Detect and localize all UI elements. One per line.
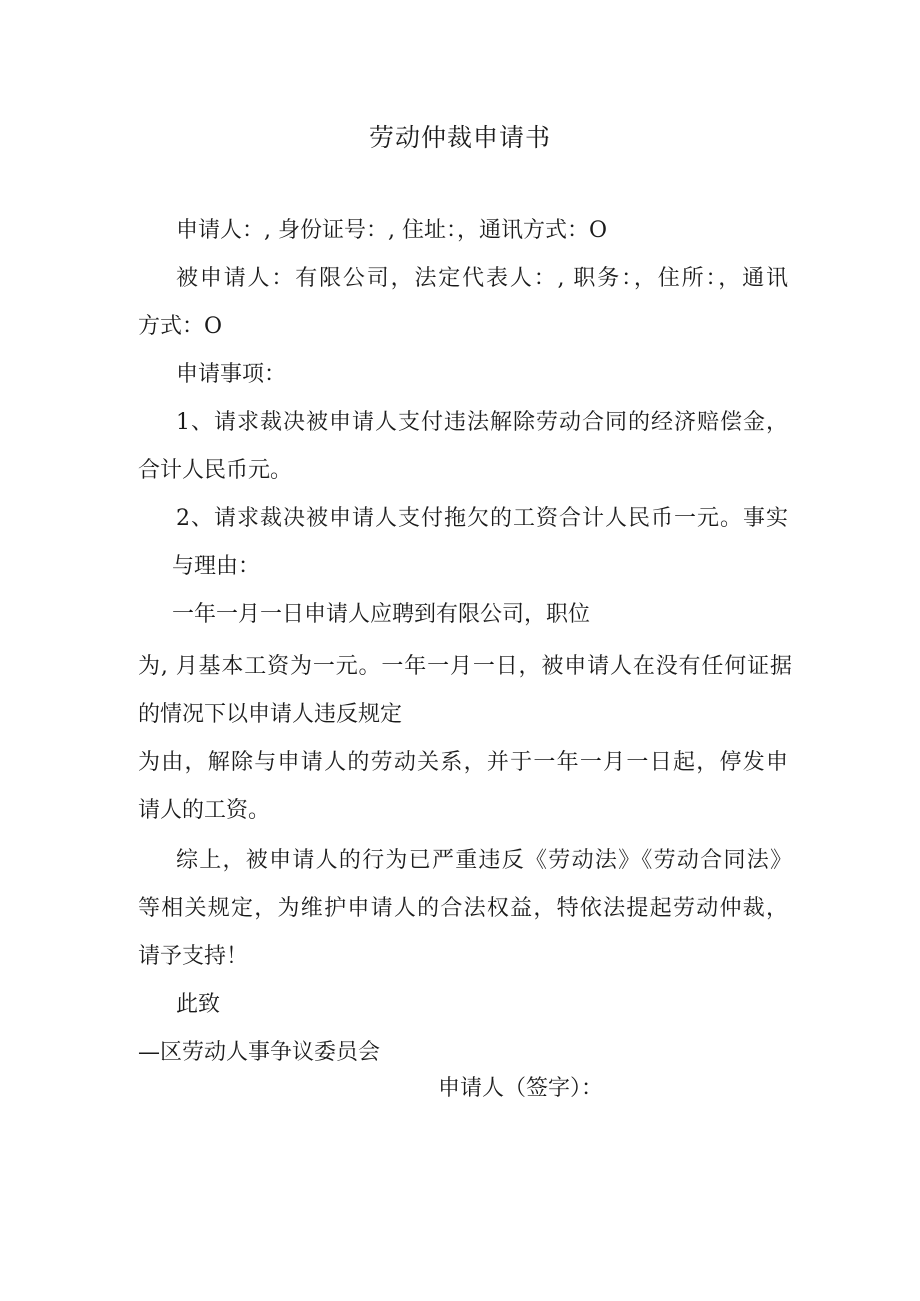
summary-line-2: 等相关规定，为维护申请人的合法权益，特依法提起劳动仲裁， [138, 896, 788, 921]
respondent-line-2: 方式：O [138, 314, 223, 339]
closing: 此致 [176, 992, 221, 1017]
respondent-line-1: 被申请人：有限公司，法定代表人：, 职务：，住所：，通讯 [176, 266, 788, 291]
signature-line: 申请人（签字）： [438, 1076, 604, 1101]
facts-line-4: 为由，解除与申请人的劳动关系，并于一年一月一日起，停发申 [138, 750, 788, 775]
facts-line-1: 一年一月一日申请人应聘到有限公司，职位 [172, 602, 591, 627]
requests-heading: 申请事项： [176, 362, 287, 387]
facts-line-3: 的情况下以申请人违反规定 [138, 702, 403, 727]
summary-line-1: 综上，被申请人的行为已严重违反《劳动法》《劳动合同法》 [176, 848, 792, 873]
document-title: 劳动仲裁申请书 [368, 123, 551, 152]
request-1-line-1: 1、请求裁决被申请人支付违法解除劳动合同的经济赔偿金， [176, 410, 788, 435]
facts-line-5: 请人的工资。 [138, 798, 271, 823]
summary-line-3: 请予支持！ [138, 944, 249, 969]
request-1-line-2: 合计人民币元。 [138, 458, 293, 483]
facts-line-2: 为, 月基本工资为一元。一年一月一日，被申请人在没有任何证据 [138, 654, 792, 679]
facts-heading: 与理由： [172, 554, 261, 579]
applicant-line: 申请人：, 身份证号：, 住址：，通讯方式：O [176, 218, 608, 243]
request-2-line-1: 2、请求裁决被申请人支付拖欠的工资合计人民币一元。事实 [176, 506, 788, 531]
recipient: —区劳动人事争议委员会 [138, 1040, 381, 1065]
